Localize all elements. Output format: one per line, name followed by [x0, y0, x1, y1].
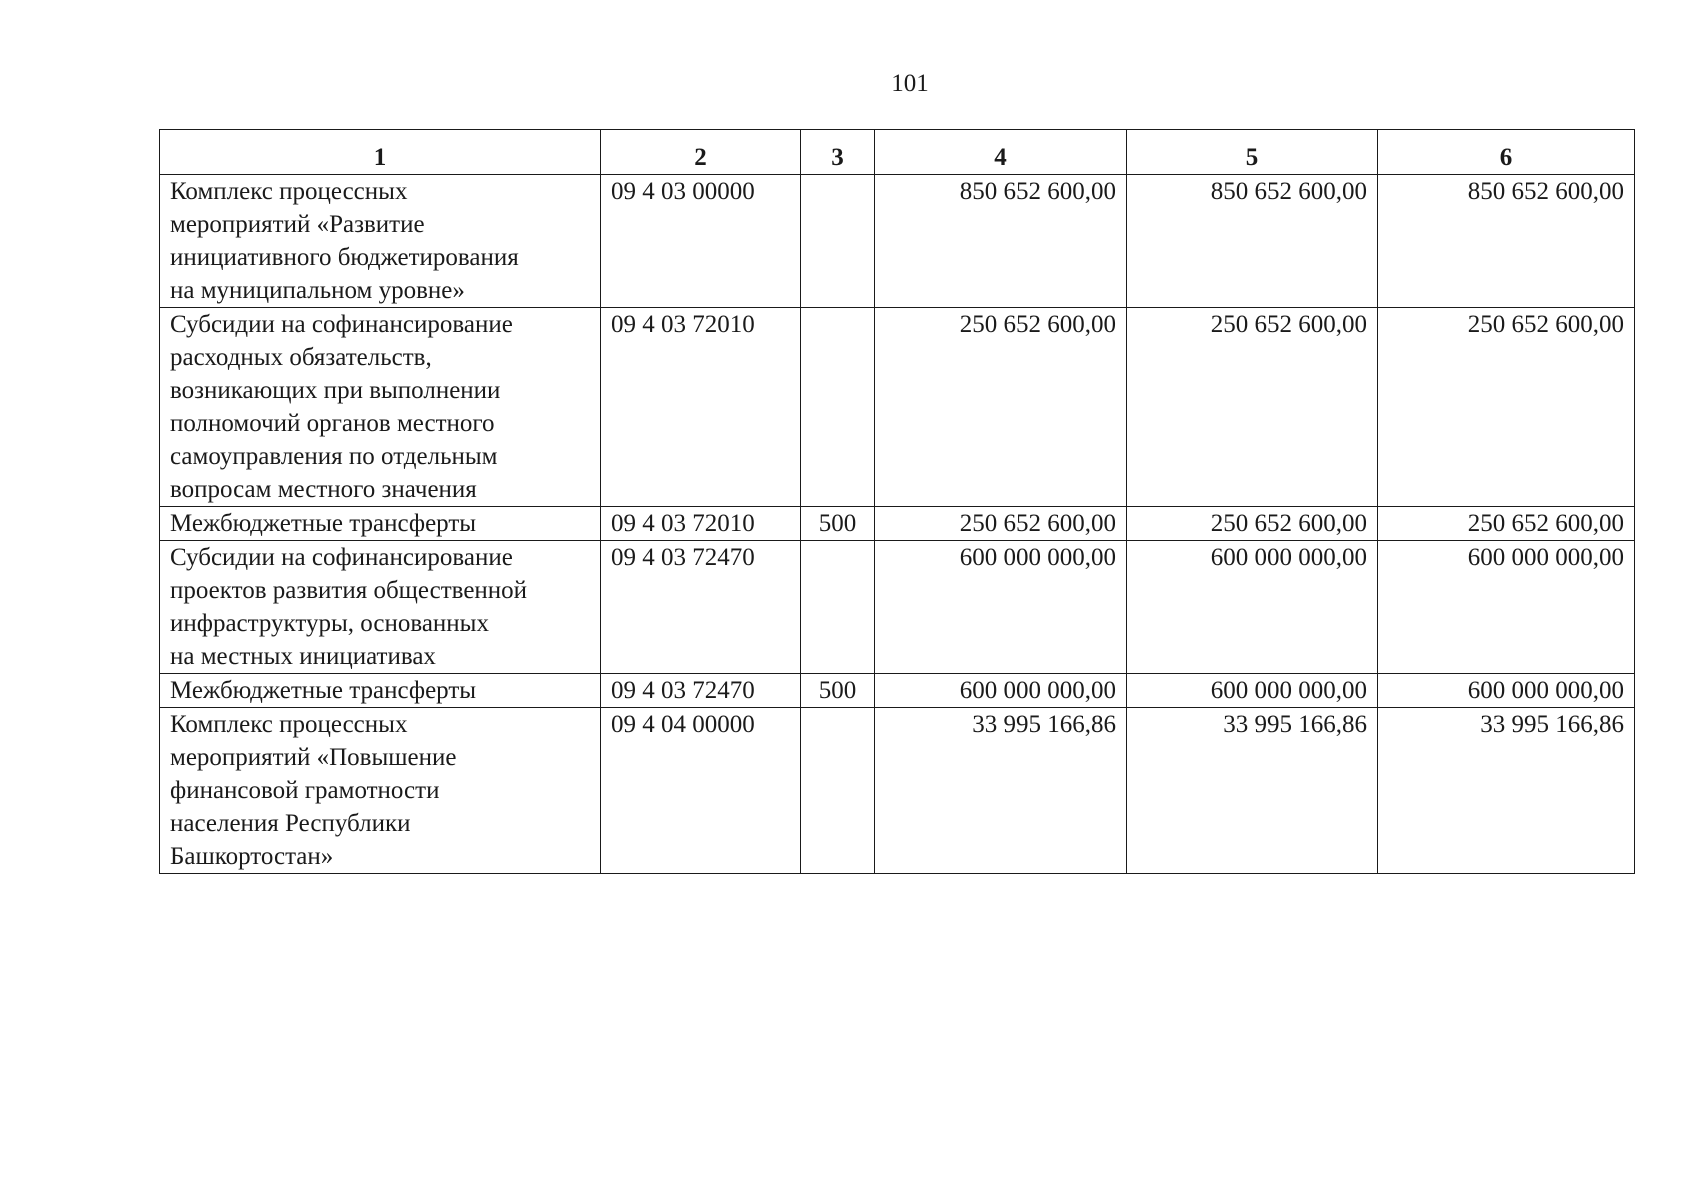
row-name: Комплекс процессных мероприятий «Развитие инициативного бюджетирования на муниципальном уровне»	[170, 178, 519, 304]
column-header: 4	[875, 130, 1127, 175]
row-sum-2-cell: 600 000 000,00	[1127, 541, 1378, 674]
row-name: Комплекс процессных мероприятий «Повышение финансовой грамотности населения Республики Башкортостан»	[170, 711, 457, 870]
row-sum-3-cell: 850 652 600,00	[1378, 175, 1635, 308]
row-code-cell: 09 4 03 72010	[601, 308, 801, 507]
row-sum-1-cell: 250 652 600,00	[875, 507, 1127, 541]
row-sum-3-cell: 33 995 166,86	[1378, 708, 1635, 874]
row-kind-cell	[801, 308, 875, 507]
row-name-cell	[160, 507, 601, 541]
table-row	[160, 175, 1635, 308]
row-name-cell	[160, 708, 601, 874]
table-row	[160, 507, 1635, 541]
row-name-cell	[160, 175, 601, 308]
row-kind-cell	[801, 541, 875, 674]
column-header: 6	[1378, 130, 1635, 175]
row-name-cell	[160, 308, 601, 507]
row-kind-cell	[801, 175, 875, 308]
row-sum-2-cell: 250 652 600,00	[1127, 507, 1378, 541]
row-name-cell	[160, 541, 601, 674]
row-name: Субсидии на софинансирование проектов развития общественной инфраструктуры, основанных на местных инициативах	[170, 544, 528, 670]
table-row	[160, 708, 1635, 874]
row-name: Межбюджетные трансферты	[170, 510, 477, 537]
row-name: Межбюджетные трансферты	[170, 677, 477, 704]
column-header: 3	[801, 130, 875, 175]
row-sum-2-cell: 850 652 600,00	[1127, 175, 1378, 308]
row-sum-3-cell: 250 652 600,00	[1378, 507, 1635, 541]
row-code-cell: 09 4 04 00000	[601, 708, 801, 874]
page-number: 101	[891, 70, 929, 97]
row-sum-3-cell: 250 652 600,00	[1378, 308, 1635, 507]
row-sum-1-cell: 33 995 166,86	[875, 708, 1127, 874]
table-row	[160, 541, 1635, 674]
row-sum-2-cell: 33 995 166,86	[1127, 708, 1378, 874]
row-sum-1-cell: 600 000 000,00	[875, 674, 1127, 708]
row-sum-2-cell: 250 652 600,00	[1127, 308, 1378, 507]
budget-table	[159, 129, 1635, 874]
row-code-cell: 09 4 03 72470	[601, 674, 801, 708]
row-code-cell: 09 4 03 00000	[601, 175, 801, 308]
table-row	[160, 308, 1635, 507]
row-name-cell	[160, 674, 601, 708]
column-header: 5	[1127, 130, 1378, 175]
row-kind-cell	[801, 708, 875, 874]
row-sum-1-cell: 600 000 000,00	[875, 541, 1127, 674]
row-kind-cell: 500	[801, 674, 875, 708]
row-code-cell: 09 4 03 72470	[601, 541, 801, 674]
row-sum-3-cell: 600 000 000,00	[1378, 541, 1635, 674]
row-code-cell: 09 4 03 72010	[601, 507, 801, 541]
column-header: 2	[601, 130, 801, 175]
table-header-row	[160, 130, 1635, 175]
row-kind-cell: 500	[801, 507, 875, 541]
table-row	[160, 674, 1635, 708]
row-sum-1-cell: 250 652 600,00	[875, 308, 1127, 507]
row-sum-3-cell: 600 000 000,00	[1378, 674, 1635, 708]
column-header: 1	[160, 130, 601, 175]
row-sum-2-cell: 600 000 000,00	[1127, 674, 1378, 708]
row-sum-1-cell: 850 652 600,00	[875, 175, 1127, 308]
row-name: Субсидии на софинансирование расходных обязательств, возникающих при выполнении полномочий органов местного самоуправления по отдельным вопросам местного значения	[170, 311, 513, 503]
